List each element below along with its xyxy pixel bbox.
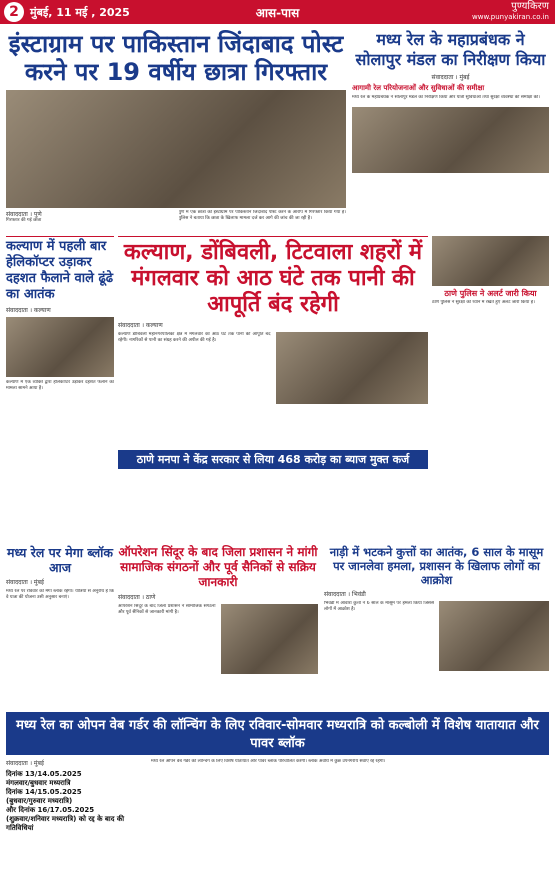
divider [6, 236, 114, 237]
brand-name: पुण्यकिरण [511, 1, 549, 12]
story-water [118, 236, 428, 404]
page-number: 2 [4, 2, 24, 22]
brand [472, 1, 549, 23]
block-date-line: (बुधवार/गुरुवार मध्यरात्रि) [6, 797, 73, 805]
byline: संवाददाता । ठाणे [118, 594, 156, 601]
side-box [432, 236, 549, 306]
story-rail-manager [352, 30, 549, 173]
byline: संवाददाता । कल्याण [6, 307, 51, 314]
side-photo [432, 236, 549, 286]
story-text: भिवंडी में आवारा कुत्तों ने 6 साल के मासूम पर हमला किया जिससे लोगों में आक्रोश है। [324, 601, 434, 613]
photo-caption: गिरफ्तार की गई छात्रा [6, 218, 42, 223]
page-header [0, 0, 555, 24]
side-text: ठाणे पुलिस ने सुरक्षा को ध्यान में रखते हुए अलर्ट जारी किया है। [432, 300, 535, 306]
story-central-rail [6, 545, 114, 601]
divider [118, 236, 428, 237]
story-text: ऑपरेशन सिंदूर के बाद जिला प्रशासन ने सामाजिक संगठनों और पूर्व सैनिकों से जानकारी मांगी है। [118, 604, 216, 616]
story-text: कल्याण डोंबिवली महानगरपालिका क्षेत्र में मंगलवार को आठ घंटे तक पानी की आपूर्ति बंद रहेगी। नागरिकों से पानी का संग्रह करने की अपील की गई है। [118, 332, 271, 344]
block-date-line: और दिनांक 16/17.05.2025 [6, 806, 95, 814]
block-date-line: (शुक्रवार/शनिवार मध्यरात्रि) को रद्द के बाद की गतिविधियां [6, 815, 125, 832]
byline: संवाददाता । मुंबई [6, 760, 44, 767]
story-helicopter [6, 236, 114, 392]
story-photo [221, 604, 319, 674]
block-date-line: मंगलवार/बुधवार मध्यरात्रि [6, 779, 71, 787]
story-text: मध्य रेल के महाप्रबंधक ने सोलापुर मंडल का निरीक्षण किया और यात्री सुविधाओं तथा सुरक्षा व्यवस्था की समीक्षा की। [352, 95, 540, 100]
headline: कल्याण में पहली बार हेलिकॉप्टर उड़ाकर दहशत फैलाने वाले ढूंढे का आतंक [6, 239, 114, 302]
headline: मध्य रेल पर मेगा ब्लॉक आज [6, 545, 114, 575]
story-photo [6, 90, 346, 208]
block-dates [6, 770, 146, 833]
story-dog [324, 545, 549, 671]
story-sindoor [118, 545, 318, 674]
byline: संवाददाता । कल्याण [118, 322, 163, 329]
headline: नाड़ी में भटकने कुत्तों का आतंक, 6 साल के मासूम पर जानलेवा हमला, प्रशासन के खिलाफ लोगों का आक्रोश [329, 545, 544, 587]
story-photo [276, 332, 429, 404]
story-text: मध्य रेल ओपन वेब गर्डर की लॉन्चिंग के लिए विशेष यातायात और पावर ब्लॉक परिचालित करेगी। ब्लॉक अवधि में कुछ उपनगरीय सेवाएं रद्द रहेंगी। [151, 759, 386, 764]
story-text: पुणे में एक छात्रा को इंस्टाग्राम पर पाकिस्तान जिंदाबाद पोस्ट करने के आरोप में गिरफ्तार किया गया है। पुलिस ने बताया कि छात्रा के खिलाफ मामला दर्ज कर आगे की जांच की जा रही है। [178, 210, 346, 222]
block-date-line: दिनांक 14/15.05.2025 [6, 788, 82, 796]
headline: मध्य रेल के महाप्रबंधक ने सोलापुर मंडल का निरीक्षण किया [355, 30, 546, 69]
byline: संवाददाता । भिवंडी [324, 591, 366, 598]
edition-date: मुंबई, 11 मई , 2025 [30, 6, 130, 19]
story-text: मध्य रेल पर रविवार को मेगा ब्लॉक रहेगा। यात्रियों से अनुरोध है कि वे यात्रा की योजना उसी अनुसार बनाएं। [6, 589, 114, 601]
brand-url: www.punyakiran.co.in [472, 13, 549, 21]
section-title: आस-पास [255, 6, 300, 20]
story-photo [439, 601, 549, 671]
story-block [6, 712, 549, 876]
headline: इंस्टाग्राम पर पाकिस्तान जिंदाबाद पोस्ट करने पर 19 वर्षीय छात्रा गिरफ्तार [8, 30, 344, 86]
story-text: कल्याण में एक व्यक्ति द्वारा हेलिकॉप्टर उड़ाकर दहशत फैलाने का मामला सामने आया है। [6, 380, 114, 392]
headline: ठाणे पुलिस ने अलर्ट जारी किया [444, 289, 537, 298]
block-date-line: दिनांक 13/14.05.2025 [6, 770, 82, 778]
story-photo [352, 107, 549, 173]
story-photo [6, 317, 114, 377]
headline: कल्याण, डोंबिवली, टिटवाला शहरों में मंगलवार को आठ घंटे तक पानी की आपूर्ति बंद रहेगी [123, 240, 423, 317]
headline: ऑपरेशन सिंदूर के बाद जिला प्रशासन ने मांगी सामाजिक संगठनों और पूर्व सैनिकों से सक्रिय जानकारी [118, 545, 318, 589]
headline: मध्य रेल का ओपन वेब गर्डर की लॉन्चिंग के लिए रविवार-सोमवार मध्यरात्रि को कल्बोली में विशेष यातायात और पावर ब्लॉक [6, 715, 549, 755]
story-instagram [6, 30, 346, 224]
byline: संवाददाता । पुणे [6, 211, 42, 218]
subhead: आगामी रेल परियोजनाओं और सुविधाओं की समीक्षा [352, 84, 485, 92]
byline: संवाददाता । मुंबई [431, 74, 470, 81]
insurance-strip: ठाणे मनपा ने केंद्र सरकार से लिया 468 करोड़ का ब्याज मुक्त कर्ज [118, 450, 428, 469]
byline: संवाददाता । मुंबई [6, 579, 44, 586]
